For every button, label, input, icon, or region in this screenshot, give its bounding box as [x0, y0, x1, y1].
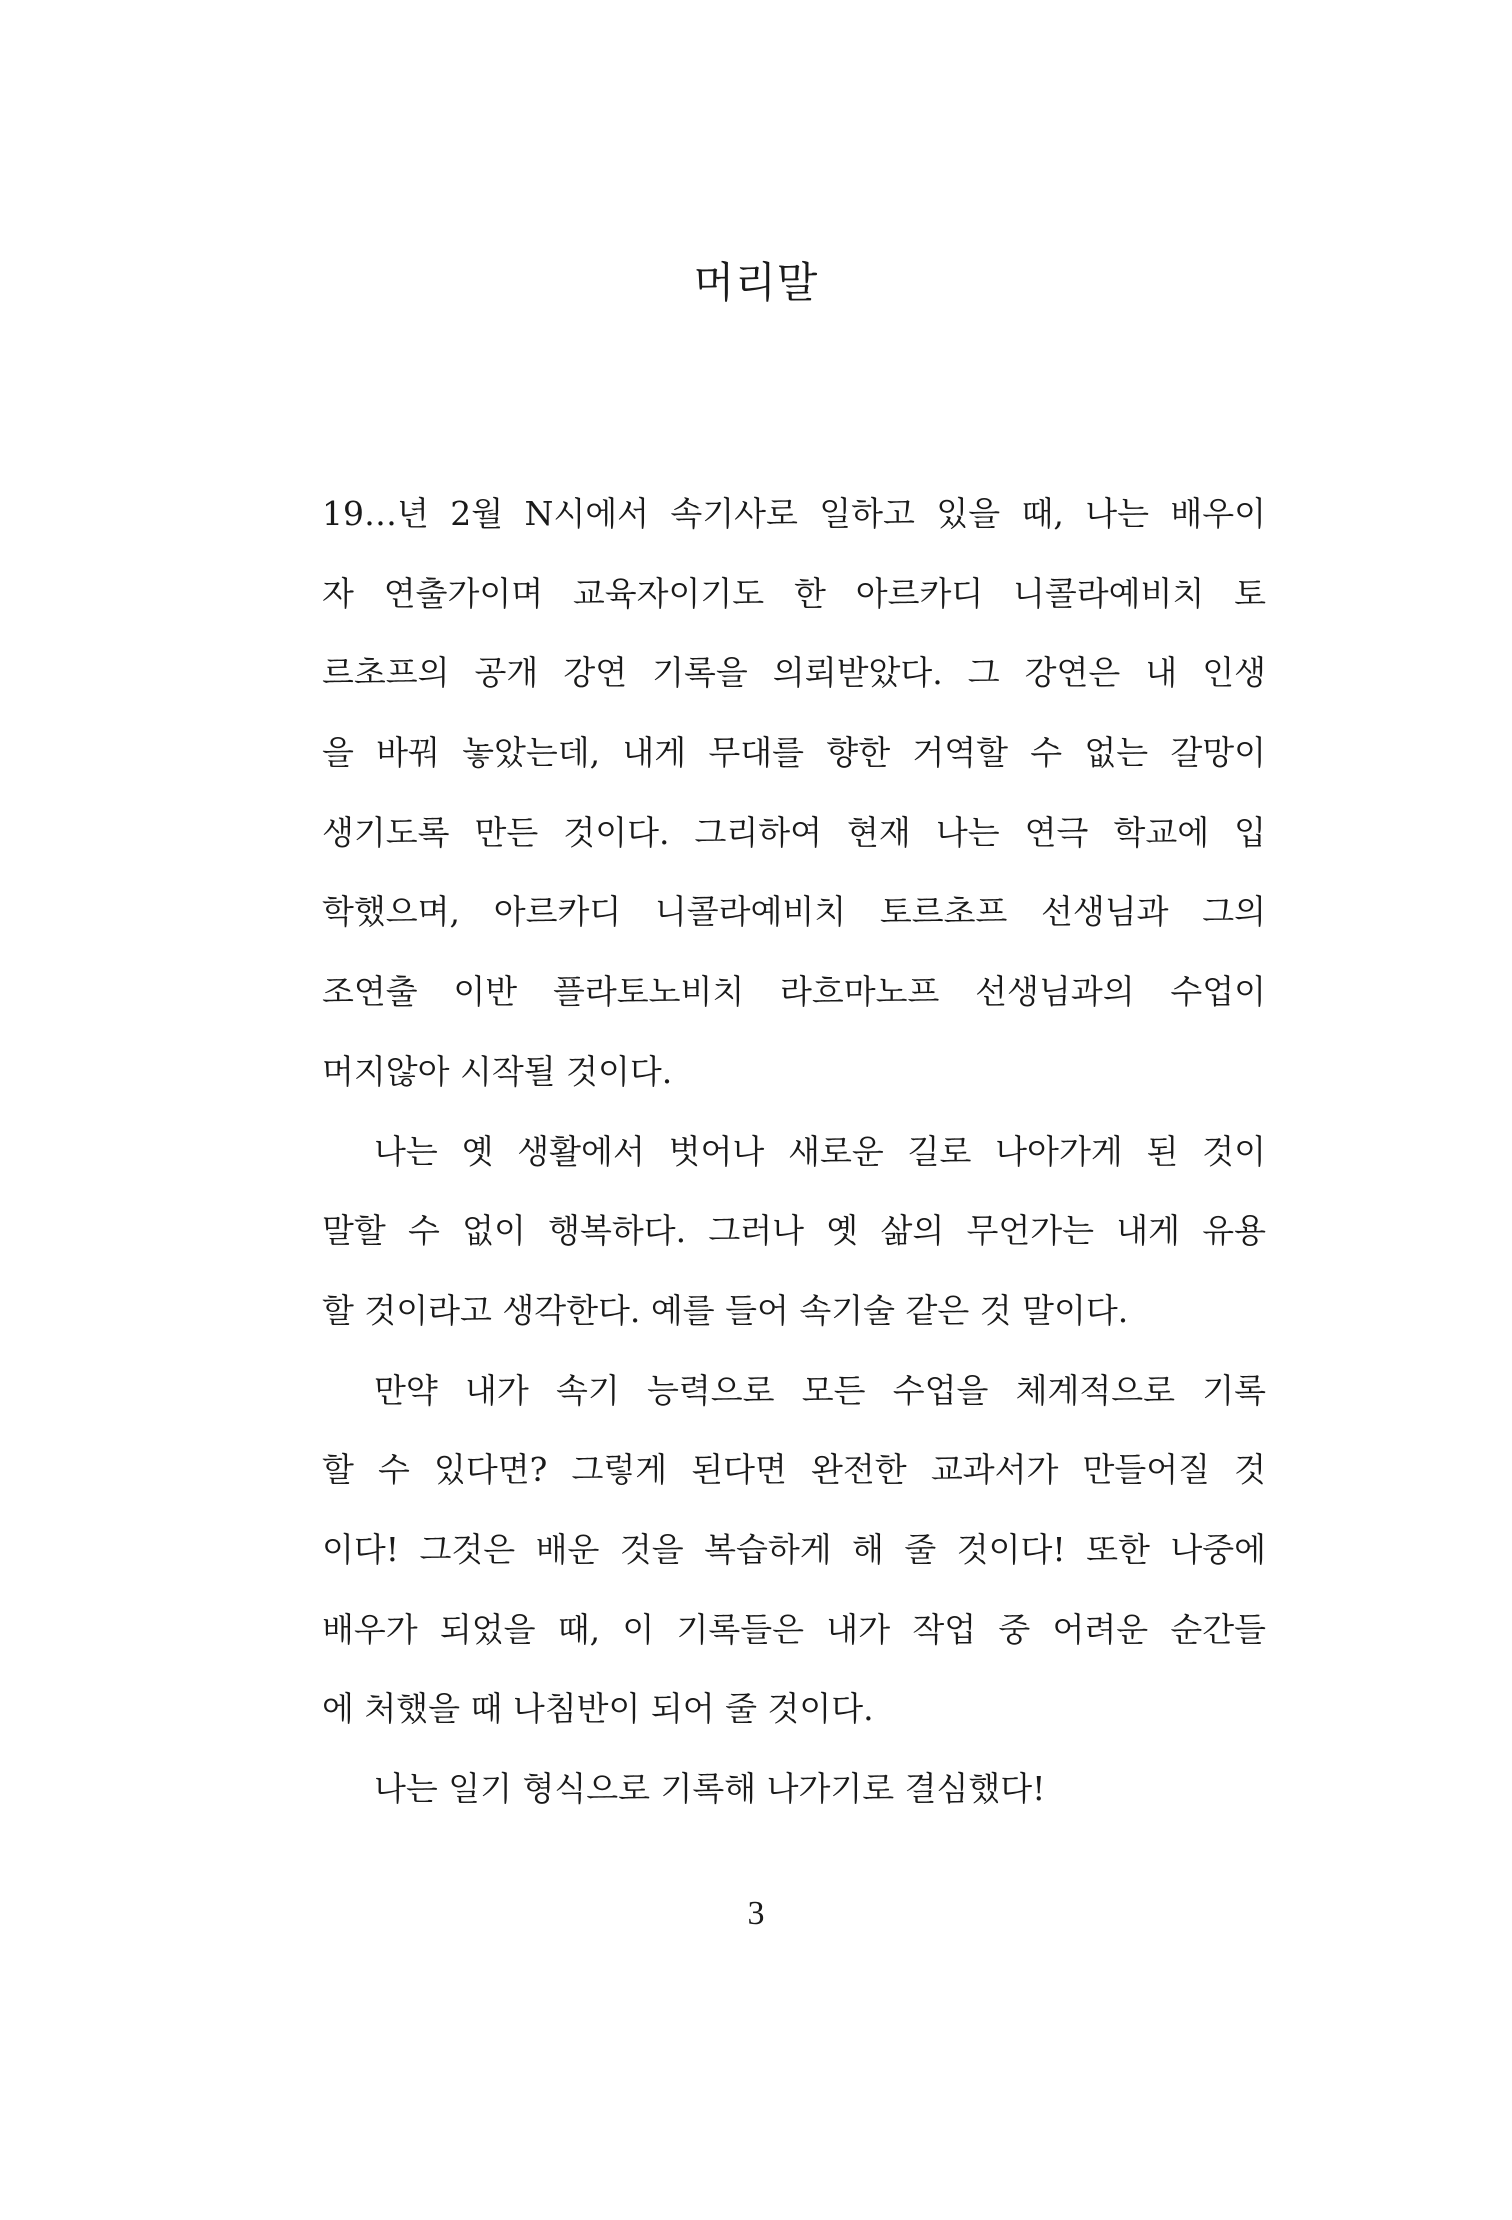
text-line: 나는 옛 생활에서 벗어나 새로운 길로 나아가게 된 것이	[374, 1131, 1266, 1171]
text-line: 할 것이라고 생각한다. 예를 들어 속기술 같은 것 말이다.	[322, 1290, 1129, 1330]
text-line: 르초프의 공개 강연 기록을 의뢰받았다. 그 강연은 내 인생	[322, 653, 1266, 693]
text-line: 나는 일기 형식으로 기록해 나가기로 결심했다!	[374, 1769, 1046, 1808]
text-line: 자 연출가이며 교육자이기도 한 아르카디 니콜라예비치 토	[322, 573, 1266, 613]
text-line: 을 바꿔 놓았는데, 내게 무대를 향한 거역할 수 없는 갈망이	[322, 733, 1266, 773]
paragraph-2	[322, 1112, 1266, 1351]
text-line: 말할 수 없이 행복하다. 그러나 옛 삶의 무언가는 내게 유용	[322, 1211, 1266, 1251]
text-line: 할 수 있다면? 그렇게 된다면 완전한 교과서가 만들어질 것	[322, 1450, 1266, 1490]
text-line: 생기도록 만든 것이다. 그리하여 현재 나는 연극 학교에 입	[322, 812, 1266, 852]
body-text	[322, 474, 1266, 1829]
text-line: 조연출 이반 플라토노비치 라흐마노프 선생님과의 수업이	[322, 972, 1266, 1012]
text-line: 머지않아 시작될 것이다.	[322, 1051, 673, 1091]
text-line: 학했으며, 아르카디 니콜라예비치 토르초프 선생님과 그의	[322, 892, 1266, 932]
chapter-title: 머리말	[693, 258, 819, 307]
text-line: 배우가 되었을 때, 이 기록들은 내가 작업 중 어려운 순간들	[322, 1609, 1266, 1649]
paragraph-3	[322, 1351, 1266, 1749]
text-line: 19…년 2월 N시에서 속기사로 일하고 있을 때, 나는 배우이	[322, 494, 1266, 533]
page-number: 3	[747, 1895, 765, 1932]
paragraph-1	[322, 474, 1266, 1112]
paragraph-4	[322, 1749, 1266, 1829]
text-line: 만약 내가 속기 능력으로 모든 수업을 체계적으로 기록	[374, 1370, 1266, 1410]
text-line: 이다! 그것은 배운 것을 복습하게 해 줄 것이다! 또한 나중에	[322, 1529, 1266, 1569]
text-line: 에 처했을 때 나침반이 되어 줄 것이다.	[322, 1689, 874, 1729]
